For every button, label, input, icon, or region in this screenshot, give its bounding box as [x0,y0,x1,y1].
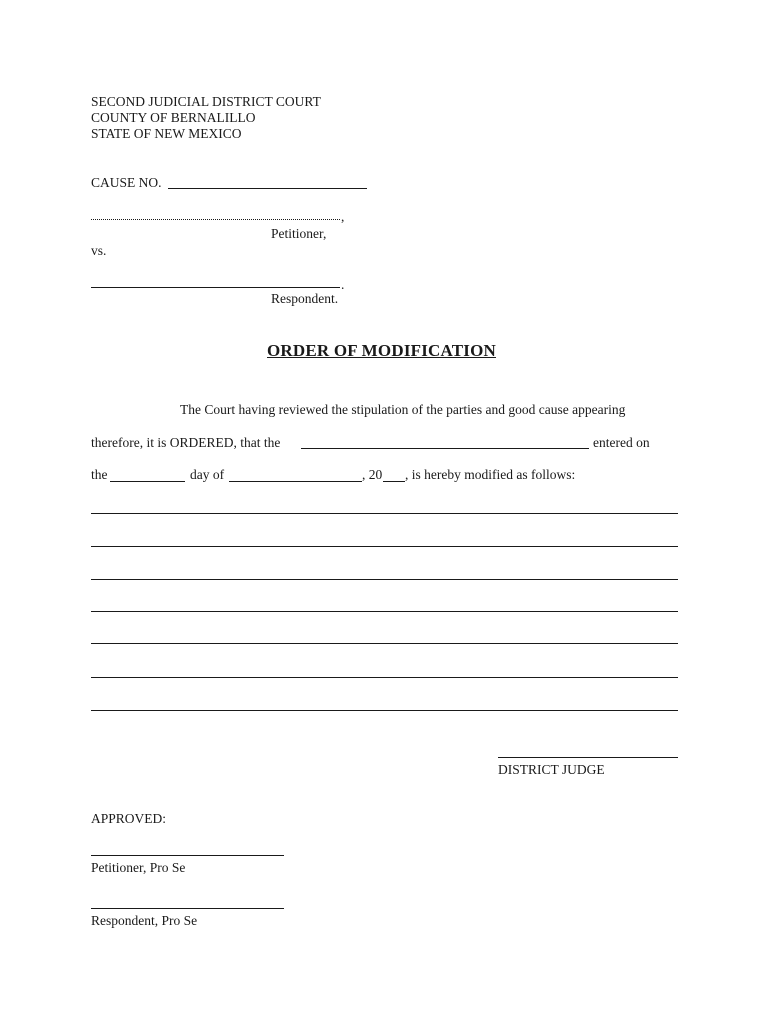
order-paragraph-line2-start: therefore, it is ORDERED, that the [91,435,281,450]
respondent-pro-se-label: Respondent, Pro Se [91,913,198,928]
district-judge-label: DISTRICT JUDGE [498,762,605,777]
cause-no-label: CAUSE NO. [91,175,162,190]
modification-line[interactable] [91,579,678,580]
petitioner-pro-se-label: Petitioner, Pro Se [91,860,186,875]
petitioner-name-field[interactable] [91,219,340,220]
petitioner-signature-field[interactable] [91,855,284,856]
petitioner-label: Petitioner, [271,226,327,241]
judge-signature-field[interactable] [498,757,678,758]
modification-line[interactable] [91,513,678,514]
court-name: SECOND JUDICIAL DISTRICT COURT [91,94,321,109]
respondent-signature-field[interactable] [91,908,284,909]
respondent-period: . [341,277,345,292]
modification-line[interactable] [91,643,678,644]
versus-label: vs. [91,243,107,258]
modification-line[interactable] [91,546,678,547]
order-paragraph-line1: The Court having reviewed the stipulation of the parties and good cause appearing [180,402,626,417]
court-state: STATE OF NEW MEXICO [91,126,242,141]
petitioner-comma: , [341,209,345,224]
court-county: COUNTY OF BERNALILLO [91,110,256,125]
approved-label: APPROVED: [91,811,167,826]
modification-line[interactable] [91,677,678,678]
order-paragraph-the: the [91,467,108,482]
month-field[interactable] [229,481,362,482]
document-title: ORDER OF MODIFICATION [267,341,496,360]
order-description-field[interactable] [301,448,589,449]
modification-line[interactable] [91,611,678,612]
order-paragraph-dayof: day of [190,467,225,482]
order-paragraph-line3-end: , is hereby modified as follows: [405,467,576,482]
cause-no-field[interactable] [168,188,367,189]
order-paragraph-year-prefix: , 20 [362,467,383,482]
day-field[interactable] [110,481,185,482]
year-field[interactable] [383,481,405,482]
modification-line[interactable] [91,710,678,711]
respondent-label: Respondent. [271,291,339,306]
respondent-name-field[interactable] [91,287,340,288]
order-paragraph-line2-end: entered on [593,435,650,450]
